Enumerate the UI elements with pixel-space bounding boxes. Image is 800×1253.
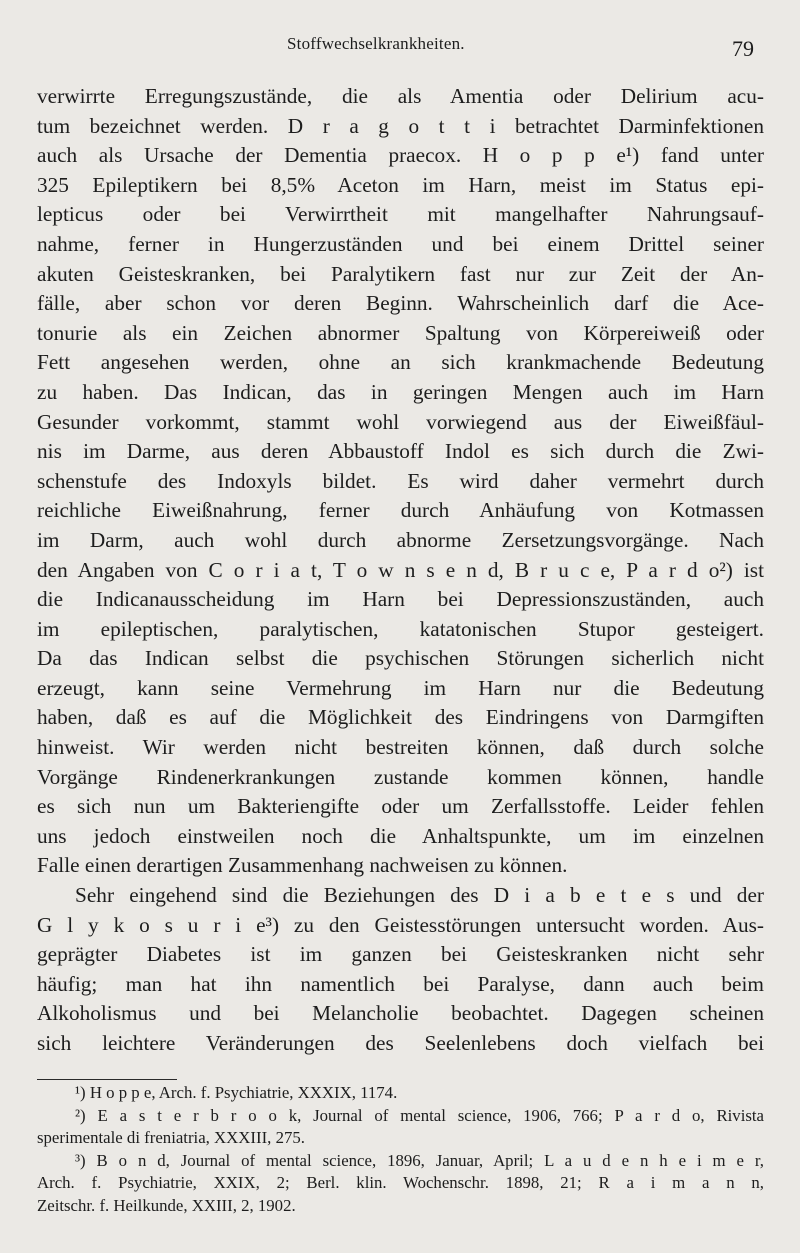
body-line: verwirrte Erregungszustände, die als Amentia oder Delirium acu- xyxy=(37,84,764,108)
running-head xyxy=(0,34,800,64)
body-line: tonurie als ein Zeichen abnormer Spaltung von Körpereiweiß oder xyxy=(37,320,764,345)
body-line: erzeugt, kann seine Vermehrung im Harn nur die Bedeutung xyxy=(37,675,764,700)
body-line: sich leichtere Veränderungen des Seelenlebens doch vielfach bei xyxy=(37,1031,764,1055)
body-line: Alkoholismus und bei Melancholie beobachtet. Dagegen scheinen xyxy=(37,1001,764,1026)
footnote-line: Arch. f. Psychiatrie, XXIX, 2; Berl. klin. Wochenschr. 1898, 21; R a i m a n n, xyxy=(37,1173,764,1193)
footnote-line: ³) B o n d, Journal of mental science, 1896, Januar, April; L a u d e n h e i m e r, xyxy=(75,1150,764,1170)
body-line: tum bezeichnet werden. D r a g o t t i betrachtet Darminfektionen xyxy=(37,113,764,138)
body-line: Gesunder vorkommt, stammt wohl vorwiegend aus der Eiweißfäul- xyxy=(37,409,764,434)
body-line: uns jedoch einstweilen noch die Anhaltspunkte, um im einzelnen xyxy=(37,823,764,848)
body-line: fälle, aber schon vor deren Beginn. Wahrscheinlich darf die Ace- xyxy=(37,291,764,316)
body-line: Vorgänge Rindenerkrankungen zustande kommen können, handle xyxy=(37,764,764,789)
body-line: die Indicanausscheidung im Harn bei Depressionszuständen, auch xyxy=(37,587,764,612)
body-line: auch als Ursache der Dementia praecox. H o p p e¹) fand unter xyxy=(37,143,764,168)
footnote-divider xyxy=(37,1079,177,1080)
body-line: Sehr eingehend sind die Beziehungen des D i a b e t e s und der xyxy=(75,883,764,908)
body-line: hinweist. Wir werden nicht bestreiten können, daß durch solche xyxy=(37,735,764,760)
footnote-line: ²) E a s t e r b r o o k, Journal of mental science, 1906, 766; P a r d o, Rivista xyxy=(75,1105,764,1125)
body-line: den Angaben von C o r i a t, T o w n s e n d, B r u c e, P a r d o²) ist xyxy=(37,557,764,582)
body-line: zu haben. Das Indican, das in geringen Mengen auch im Harn xyxy=(37,379,764,404)
body-line: im Darm, auch wohl durch abnorme Zersetzungsvorgänge. Nach xyxy=(37,527,764,552)
body-line: akuten Geisteskranken, bei Paralytikern fast nur zur Zeit der An- xyxy=(37,261,764,286)
body-text xyxy=(37,82,764,1059)
body-line: lepticus oder bei Verwirrtheit mit mangelhafter Nahrungsauf- xyxy=(37,202,764,227)
body-line: es sich nun um Bakteriengifte oder um Zerfallsstoffe. Leider fehlen xyxy=(37,794,764,819)
body-line: Falle einen derartigen Zusammenhang nachweisen zu können. xyxy=(37,853,568,878)
body-line: nis im Darme, aus deren Abbaustoff Indol es sich durch die Zwi- xyxy=(37,439,764,464)
footnote-line: Zeitschr. f. Heilkunde, XXIII, 2, 1902. xyxy=(37,1195,296,1215)
body-line: Fett angesehen werden, ohne an sich krankmachende Bedeutung xyxy=(37,350,764,375)
body-line: geprägter Diabetes ist im ganzen bei Geisteskranken nicht sehr xyxy=(37,942,764,967)
footnote-line: ¹) H o p p e, Arch. f. Psychiatrie, XXXIX, 1174. xyxy=(75,1083,398,1102)
running-title: Stoffwechselkrankheiten. xyxy=(287,34,465,53)
body-line: nahme, ferner in Hungerzuständen und bei einem Drittel seiner xyxy=(37,231,764,256)
body-line: schenstufe des Indoxyls bildet. Es wird daher vermehrt durch xyxy=(37,468,764,493)
body-line: Da das Indican selbst die psychischen Störungen sicherlich nicht xyxy=(37,646,764,671)
body-line: häufig; man hat ihn namentlich bei Paralyse, dann auch beim xyxy=(37,971,764,996)
body-line: im epileptischen, paralytischen, katatonischen Stupor gesteigert. xyxy=(37,616,764,641)
body-line: reichliche Eiweißnahrung, ferner durch Anhäufung von Kotmassen xyxy=(37,498,764,523)
body-line: G l y k o s u r i e³) zu den Geistesstörungen untersucht worden. Aus- xyxy=(37,912,764,937)
body-line: 325 Epileptikern bei 8,5% Aceton im Harn, meist im Status epi- xyxy=(37,172,764,197)
footnotes xyxy=(37,1082,764,1218)
body-line: haben, daß es auf die Möglichkeit des Eindringens von Darmgiften xyxy=(37,705,764,730)
page-number: 79 xyxy=(732,36,754,61)
footnote-line: sperimentale di freniatria, XXXIII, 275. xyxy=(37,1128,305,1148)
